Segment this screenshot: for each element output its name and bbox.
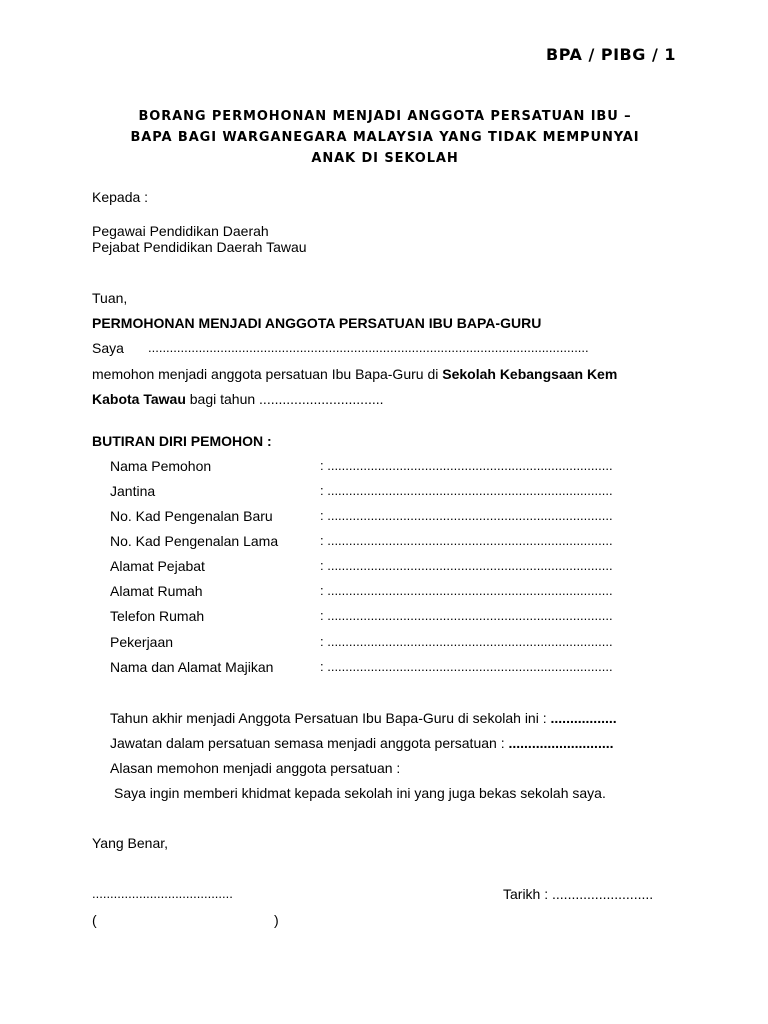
year-fill-line[interactable]: bagi tahun ................................ <box>185 391 384 407</box>
form-title <box>90 106 680 169</box>
saya-label: Saya <box>92 340 124 356</box>
name-fill-line[interactable]: .......................................................................................................................... <box>148 340 589 355</box>
field-label-kp-lama: No. Kad Pengenalan Lama <box>110 533 279 549</box>
body-line-2-prefix: memohon menjadi anggota persatuan Ibu Bapa-Guru di <box>92 366 443 382</box>
reason-label: Alasan memohon menjadi anggota persatuan : <box>110 760 401 776</box>
field-input-kp-lama[interactable]: : ............................................................................... <box>320 533 613 548</box>
field-input-alamat-pejabat[interactable]: : ............................................................................... <box>320 558 613 573</box>
field-label-majikan: Nama dan Alamat Majikan <box>110 659 274 675</box>
recipient-line-1: Pegawai Pendidikan Daerah <box>92 223 269 239</box>
form-code: BPA / PIBG / 1 <box>546 45 676 64</box>
field-input-majikan[interactable]: : ............................................................................... <box>320 659 613 674</box>
position-row <box>110 736 614 750</box>
year-end-label: Tahun akhir menjadi Anggota Persatuan Ibu Bapa-Guru di sekolah ini : <box>110 710 551 726</box>
title-line-2: BAPA BAGI WARGANEGARA MALAYSIA YANG TIDAK MEMPUNYAI <box>130 130 640 145</box>
year-end-row <box>110 711 617 725</box>
field-input-alamat-rumah[interactable]: : ............................................................................... <box>320 583 613 598</box>
field-label-telefon-rumah: Telefon Rumah <box>110 608 205 624</box>
name-paren-close: ) <box>274 912 279 928</box>
recipient-line-2: Pejabat Pendidikan Daerah Tawau <box>92 239 307 255</box>
field-label-alamat-pejabat: Alamat Pejabat <box>110 558 205 574</box>
field-label-alamat-rumah: Alamat Rumah <box>110 583 203 599</box>
field-label-kp-baru: No. Kad Pengenalan Baru <box>110 508 273 524</box>
reason-text: Saya ingin memberi khidmat kepada sekolah ini yang juga bekas sekolah saya. <box>114 785 606 801</box>
title-line-1: BORANG PERMOHONAN MENJADI ANGGOTA PERSATUAN IBU – <box>138 109 632 124</box>
salutation: Tuan, <box>92 290 128 306</box>
date-field[interactable]: Tarikh : .......................... <box>503 886 654 902</box>
sign-off: Yang Benar, <box>92 835 169 851</box>
signature-line[interactable]: ....................................... <box>92 886 233 901</box>
field-input-pekerjaan[interactable]: : ............................................................................... <box>320 634 613 649</box>
field-label-pekerjaan: Pekerjaan <box>110 634 174 650</box>
title-line-3: ANAK DI SEKOLAH <box>311 151 459 166</box>
field-input-jantina[interactable]: : ............................................................................... <box>320 483 613 498</box>
subject-line: PERMOHONAN MENJADI ANGGOTA PERSATUAN IBU BAPA-GURU <box>92 315 542 331</box>
school-name-part-1: Sekolah Kebangsaan Kem <box>442 366 618 382</box>
body-line-2 <box>92 367 617 381</box>
field-input-kp-baru[interactable]: : ............................................................................... <box>320 508 613 523</box>
school-name-part-2: Kabota Tawau <box>92 391 186 407</box>
year-end-input[interactable]: ................. <box>550 710 617 726</box>
details-heading: BUTIRAN DIRI PEMOHON : <box>92 433 272 449</box>
field-label-jantina: Jantina <box>110 483 156 499</box>
position-input[interactable]: ........................... <box>508 735 614 751</box>
body-line-3 <box>92 392 384 406</box>
recipient-to-label: Kepada : <box>92 189 149 205</box>
position-label: Jawatan dalam persatuan semasa menjadi anggota persatuan : <box>110 735 509 751</box>
field-input-nama-pemohon[interactable]: : ............................................................................... <box>320 458 613 473</box>
name-paren-open: ( <box>92 912 97 928</box>
field-input-telefon-rumah[interactable]: : ............................................................................... <box>320 608 613 623</box>
field-label-nama-pemohon: Nama Pemohon <box>110 458 212 474</box>
